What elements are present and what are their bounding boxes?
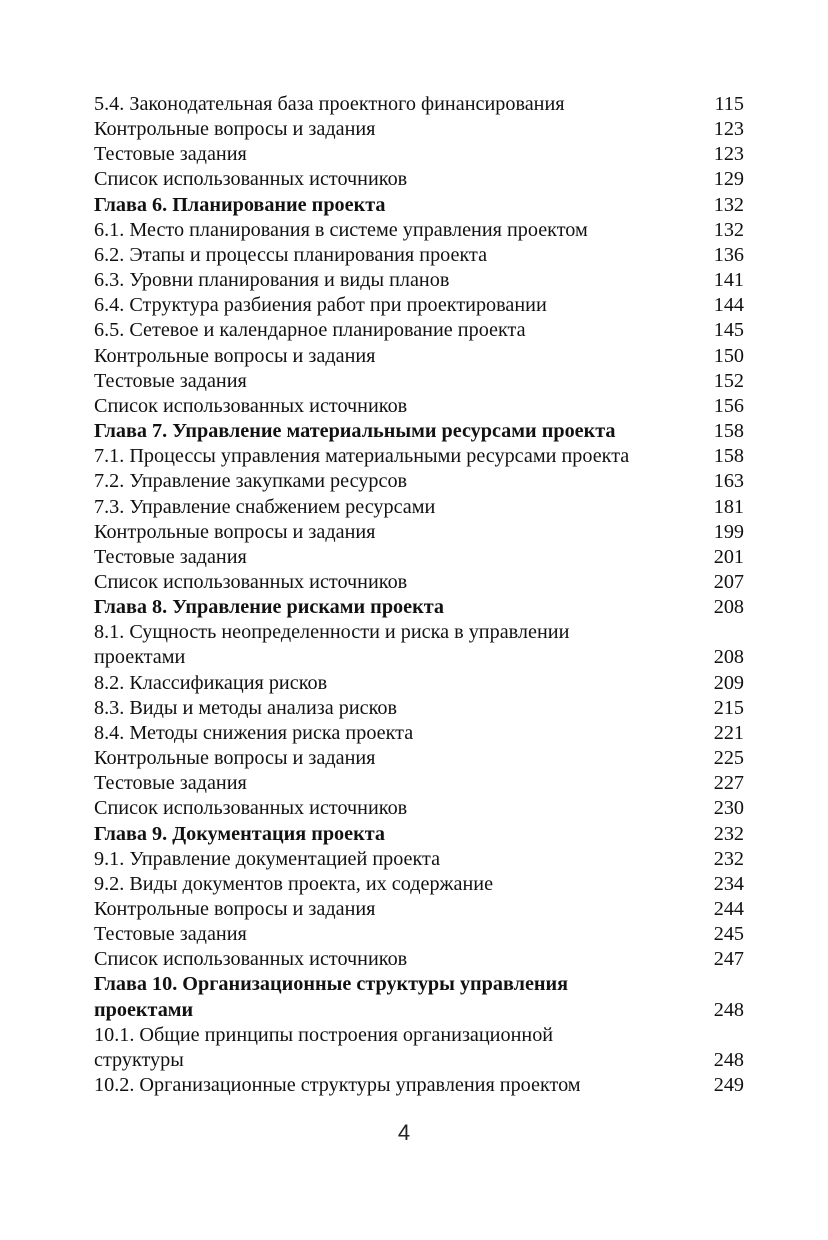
toc-entry-row <box>94 922 744 947</box>
toc-entry-row <box>94 947 744 972</box>
page-ref: 132 <box>713 218 744 241</box>
toc-entry-row <box>94 1073 744 1098</box>
toc-entry-row <box>94 495 744 520</box>
chapter-title: Глава 9. Документация проекта <box>94 822 386 845</box>
toc-entry-row <box>94 520 744 545</box>
toc-entry-row <box>94 570 744 595</box>
toc-entry-row <box>94 344 744 369</box>
toc-entry-row <box>94 620 744 670</box>
page-ref: 115 <box>714 93 744 115</box>
entry-title: 8.3. Виды и методы анализа рисков <box>94 696 398 719</box>
toc-entry-row <box>94 268 744 293</box>
entry-title: Тестовые задания <box>94 369 247 392</box>
chapter-title: Глава 7. Управление материальными ресурсами проекта <box>94 420 616 443</box>
toc-entry-row <box>94 897 744 922</box>
entry-title: Тестовые задания <box>94 772 247 795</box>
entry-title: Список использованных источников <box>94 394 408 417</box>
entry-title: Контрольные вопросы и задания <box>94 898 376 920</box>
page-ref: 248 <box>713 998 744 1021</box>
page-ref: 145 <box>713 319 744 342</box>
toc-entry-row <box>94 545 744 570</box>
toc-entry-row <box>94 369 744 394</box>
entry-title: 7.2. Управление закупками ресурсов <box>94 470 408 493</box>
toc-entry-row <box>94 796 744 821</box>
toc-chapter-row <box>94 822 744 847</box>
toc-entry-row <box>94 318 744 343</box>
toc-entry-row <box>94 696 744 721</box>
page-ref: 181 <box>713 495 744 518</box>
page-ref: 207 <box>713 570 744 593</box>
entry-title: 9.1. Управление документацией проекта <box>94 847 441 870</box>
toc-entry-row <box>94 167 744 192</box>
entry-title: Список использованных источников <box>94 797 408 820</box>
entry-title: 8.1. Сущность неопределенности и риска в управлении проектами <box>94 621 570 669</box>
page-ref: 136 <box>713 243 744 266</box>
page-ref: 234 <box>713 872 744 895</box>
entry-title: Контрольные вопросы и задания <box>94 118 376 141</box>
entry-title: Контрольные вопросы и задания <box>94 520 376 543</box>
toc-chapter-row <box>94 595 744 620</box>
page-ref: 247 <box>713 948 744 971</box>
toc-entry-row <box>94 92 744 117</box>
toc-entry-row <box>94 142 744 167</box>
toc-entry-row <box>94 671 744 696</box>
page-ref: 132 <box>713 193 744 216</box>
page-ref: 150 <box>713 344 744 367</box>
page-ref: 152 <box>713 369 744 392</box>
entry-title: 6.5. Сетевое и календарное планирование проекта <box>94 319 526 342</box>
page-ref: 158 <box>713 420 744 443</box>
page-ref: 245 <box>713 923 744 946</box>
page-ref: 225 <box>713 747 744 770</box>
chapter-title: Глава 6. Планирование проекта <box>94 193 386 216</box>
toc-chapter-row <box>94 972 744 1022</box>
entry-title: 6.2. Этапы и процессы планирования проекта <box>94 243 488 266</box>
entry-title: 7.1. Процессы управления материальными ресурсами проекта <box>94 445 630 468</box>
page-ref: 208 <box>713 596 744 619</box>
toc-entry-row <box>94 746 744 771</box>
entry-title: 6.3. Уровни планирования и виды планов <box>94 269 450 292</box>
toc-entry-row <box>94 872 744 897</box>
page-ref: 123 <box>713 118 744 141</box>
table-of-contents <box>94 92 744 1098</box>
page-ref: 244 <box>713 898 744 920</box>
page-ref: 158 <box>713 445 744 468</box>
entry-title: 9.2. Виды документов проекта, их содержание <box>94 872 494 895</box>
chapter-title: Глава 10. Организационные структуры управления проектами <box>94 973 569 1021</box>
page-ref: 201 <box>713 545 744 568</box>
page-ref: 156 <box>713 394 744 417</box>
entry-title: 8.2. Классификация рисков <box>94 671 328 694</box>
toc-entry-row <box>94 847 744 872</box>
page-ref: 227 <box>713 772 744 795</box>
toc-entry-row <box>94 721 744 746</box>
page-ref: 144 <box>713 294 744 317</box>
toc-entry-row <box>94 444 744 469</box>
chapter-title: Глава 8. Управление рисками проекта <box>94 596 444 619</box>
page-ref: 249 <box>713 1074 744 1097</box>
page-ref: 208 <box>713 646 744 669</box>
page-ref: 232 <box>713 822 744 845</box>
toc-chapter-row <box>94 193 744 218</box>
page-ref: 163 <box>713 470 744 493</box>
entry-title: 6.1. Место планирования в системе управления проектом <box>94 218 588 241</box>
page-ref: 209 <box>713 671 744 694</box>
toc-entry-row <box>94 469 744 494</box>
page-ref: 248 <box>713 1048 744 1071</box>
toc-entry-row <box>94 1023 744 1073</box>
toc-entry-row <box>94 243 744 268</box>
entry-title: Список использованных источников <box>94 570 408 593</box>
entry-title: 5.4. Законодательная база проектного финансирования <box>94 93 565 115</box>
page-ref: 221 <box>713 721 744 744</box>
toc-entry-row <box>94 117 744 142</box>
toc-entry-row <box>94 293 744 318</box>
page-number: 4 <box>397 1120 411 1145</box>
toc-entry-row <box>94 771 744 796</box>
entry-title: 7.3. Управление снабжением ресурсами <box>94 495 436 518</box>
page-ref: 129 <box>713 168 744 191</box>
toc-chapter-row <box>94 419 744 444</box>
entry-title: 8.4. Методы снижения риска проекта <box>94 721 414 744</box>
entry-title: 6.4. Структура разбиения работ при проектировании <box>94 294 547 317</box>
page-ref: 215 <box>713 696 744 719</box>
entry-title: Тестовые задания <box>94 143 247 166</box>
entry-title: Контрольные вопросы и задания <box>94 344 376 367</box>
page-ref: 232 <box>713 847 744 870</box>
entry-title: Список использованных источников <box>94 168 408 191</box>
page-ref: 123 <box>713 143 744 166</box>
page-ref: 199 <box>713 520 744 543</box>
entry-title: 10.1. Общие принципы построения организационной структуры <box>94 1023 554 1071</box>
entry-title: Список использованных источников <box>94 948 408 971</box>
entry-title: Тестовые задания <box>94 923 247 946</box>
toc-entry-row <box>94 218 744 243</box>
entry-title: Тестовые задания <box>94 545 247 568</box>
entry-title: Контрольные вопросы и задания <box>94 747 376 770</box>
entry-title: 10.2. Организационные структуры управления проектом <box>94 1074 581 1097</box>
page-ref: 141 <box>713 269 744 292</box>
page-ref: 230 <box>713 797 744 820</box>
toc-entry-row <box>94 394 744 419</box>
